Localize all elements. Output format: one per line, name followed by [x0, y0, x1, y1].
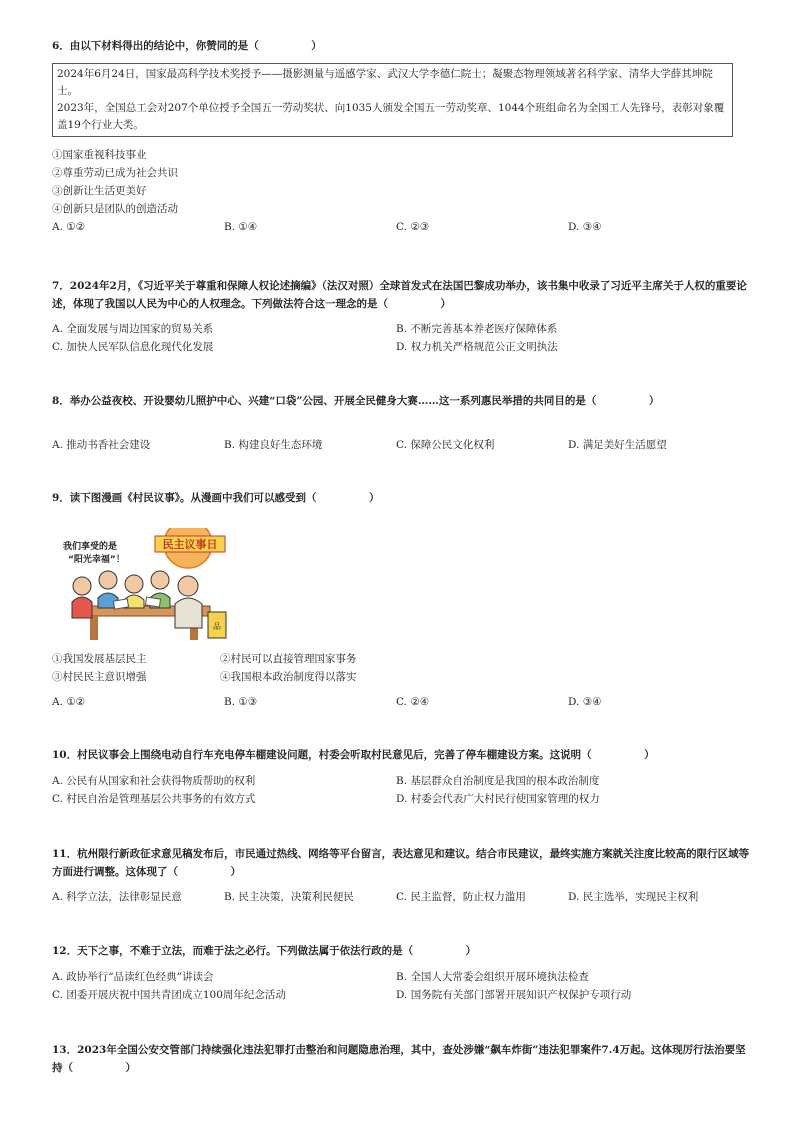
statement: ①国家重视科技事业: [52, 149, 147, 161]
option-b[interactable]: B. 民主决策，决策利民便民: [224, 891, 354, 903]
statement: ①我国发展基层民主: [52, 653, 147, 665]
option-c[interactable]: C. 团委开展庆祝中国共青团成立100周年纪念活动: [52, 989, 286, 1001]
question-7-options-row1: [52, 320, 754, 338]
question-12-options-row1: [52, 968, 754, 986]
option-a[interactable]: A. 政协举行“品读红色经典”讲读会: [52, 971, 214, 983]
option-b[interactable]: B. 构建良好生态环境: [224, 439, 323, 451]
option-c[interactable]: C. 村民自治是管理基层公共事务的有效方式: [52, 793, 256, 805]
statement: ④我国根本政治制度得以落实: [220, 671, 357, 683]
material-paragraph: 2024年6月24日，国家最高科学技术奖授予——摄影测量与遥感学家、武汉大学李德仁院士；凝聚态物理领域著名科学家、清华大学薛其坤院士。: [57, 68, 713, 97]
question-9-stem: 9．读下图漫画《村民议事》。从漫画中我们可以感受到（ ）: [52, 492, 380, 504]
option-d[interactable]: D. ③④: [568, 221, 602, 233]
question-6-stem: 6．由以下材料得出的结论中，你赞同的是（ ）: [52, 40, 322, 52]
question-11-options: [52, 888, 754, 906]
question-12-stem: 12．天下之事，不难于立法，而难于法之必行。下列做法属于依法行政的是（ ）: [52, 945, 477, 957]
question-10-options-row2: [52, 790, 754, 808]
question-8-stem: 8．举办公益夜校、开设婴幼儿照护中心、兴建“口袋”公园、开展全民健身大赛……这一系列惠民举措的共同目的是（ ）: [52, 395, 660, 407]
option-d[interactable]: D. 民主选举，实现民主权利: [568, 891, 699, 903]
cartoon-note-text: 品: [213, 622, 221, 631]
option-d[interactable]: D. 权力机关严格规范公正文明执法: [396, 341, 558, 353]
statement: ③创新让生活更美好: [52, 185, 147, 197]
material-paragraph: 2023年，全国总工会对207个单位授予全国五一劳动奖状、向1035人颁发全国五一劳动奖章、1044个班组命名为全国工人先锋号，表彰对象覆盖19个行业大类。: [57, 102, 725, 131]
village-meeting-cartoon: [60, 528, 235, 642]
statement: ②村民可以直接管理国家事务: [220, 653, 357, 665]
option-c[interactable]: C. ②④: [396, 696, 430, 708]
statement: ②尊重劳动已成为社会共识: [52, 167, 178, 179]
option-a[interactable]: A. 全面发展与周边国家的贸易关系: [52, 323, 214, 335]
question-7-stem: 7．2024年2月，《习近平关于尊重和保障人权论述摘编》（法汉对照）全球首发式在法国巴黎成功举办，该书集中收录了习近平主席关于人权的重要论述，体现了我国以人民为中心的人权理念。下列做法符合这一理念的是（ ）: [52, 280, 747, 310]
option-b[interactable]: B. 全国人大常委会组织开展环境执法检查: [396, 971, 589, 983]
question-11-stem: 11．杭州限行新政征求意见稿发布后，市民通过热线、网络等平台留言，表达意见和建议。结合市民建议，最终实施方案就关注度比较高的限行区域等方面进行调整。这体现了（ ）: [52, 848, 750, 878]
option-a[interactable]: A. 公民有从国家和社会获得物质帮助的权利: [52, 775, 256, 787]
option-b[interactable]: B. ①④: [224, 221, 258, 233]
option-b[interactable]: B. ①③: [224, 696, 258, 708]
cartoon-sign-text: 民主议事日: [162, 538, 218, 551]
question-13-stem: 13．2023年全国公安交管部门持续强化违法犯罪打击整治和问题隐患治理，其中，查处涉嫌“飙车炸街”违法犯罪案件7.4万起。这体现厉行法治要坚持（ ）: [52, 1044, 746, 1074]
option-a[interactable]: A. ①②: [52, 696, 86, 708]
option-d[interactable]: D. 满足美好生活愿望: [568, 439, 667, 451]
option-a[interactable]: A. 科学立法，法律彰显民意: [52, 891, 182, 903]
option-d[interactable]: D. ③④: [568, 696, 602, 708]
option-a[interactable]: A. ①②: [52, 221, 86, 233]
option-d[interactable]: D. 村委会代表广大村民行使国家管理的权力: [396, 793, 600, 805]
option-c[interactable]: C. 保障公民文化权利: [396, 439, 495, 451]
option-c[interactable]: C. ②③: [396, 221, 430, 233]
question-10-options-row1: [52, 772, 754, 790]
question-6-options: [52, 218, 754, 236]
cartoon-speech-text: 我们享受的是 “阳光幸福”！: [63, 542, 125, 565]
option-c[interactable]: C. 民主监督，防止权力滥用: [396, 891, 526, 903]
question-6-material-box: [52, 63, 733, 137]
option-a[interactable]: A. 推动书香社会建设: [52, 439, 151, 451]
option-b[interactable]: B. 基层群众自治制度是我国的根本政治制度: [396, 775, 600, 787]
option-c[interactable]: C. 加快人民军队信息化现代化发展: [52, 341, 214, 353]
question-9-options: [52, 693, 754, 711]
question-7-options-row2: [52, 338, 754, 356]
statement: ③村民民主意识增强: [52, 671, 147, 683]
statement: ④创新只是团队的创造活动: [52, 203, 178, 215]
option-b[interactable]: B. 不断完善基本养老医疗保障体系: [396, 323, 558, 335]
question-8-options: [52, 436, 754, 454]
question-10-stem: 10．村民议事会上围绕电动自行车充电停车棚建设问题，村委会听取村民意见后，完善了停车棚建设方案。这说明（ ）: [52, 749, 655, 761]
question-12-options-row2: [52, 986, 754, 1004]
option-d[interactable]: D. 国务院有关部门部署开展知识产权保护专项行动: [396, 989, 632, 1001]
